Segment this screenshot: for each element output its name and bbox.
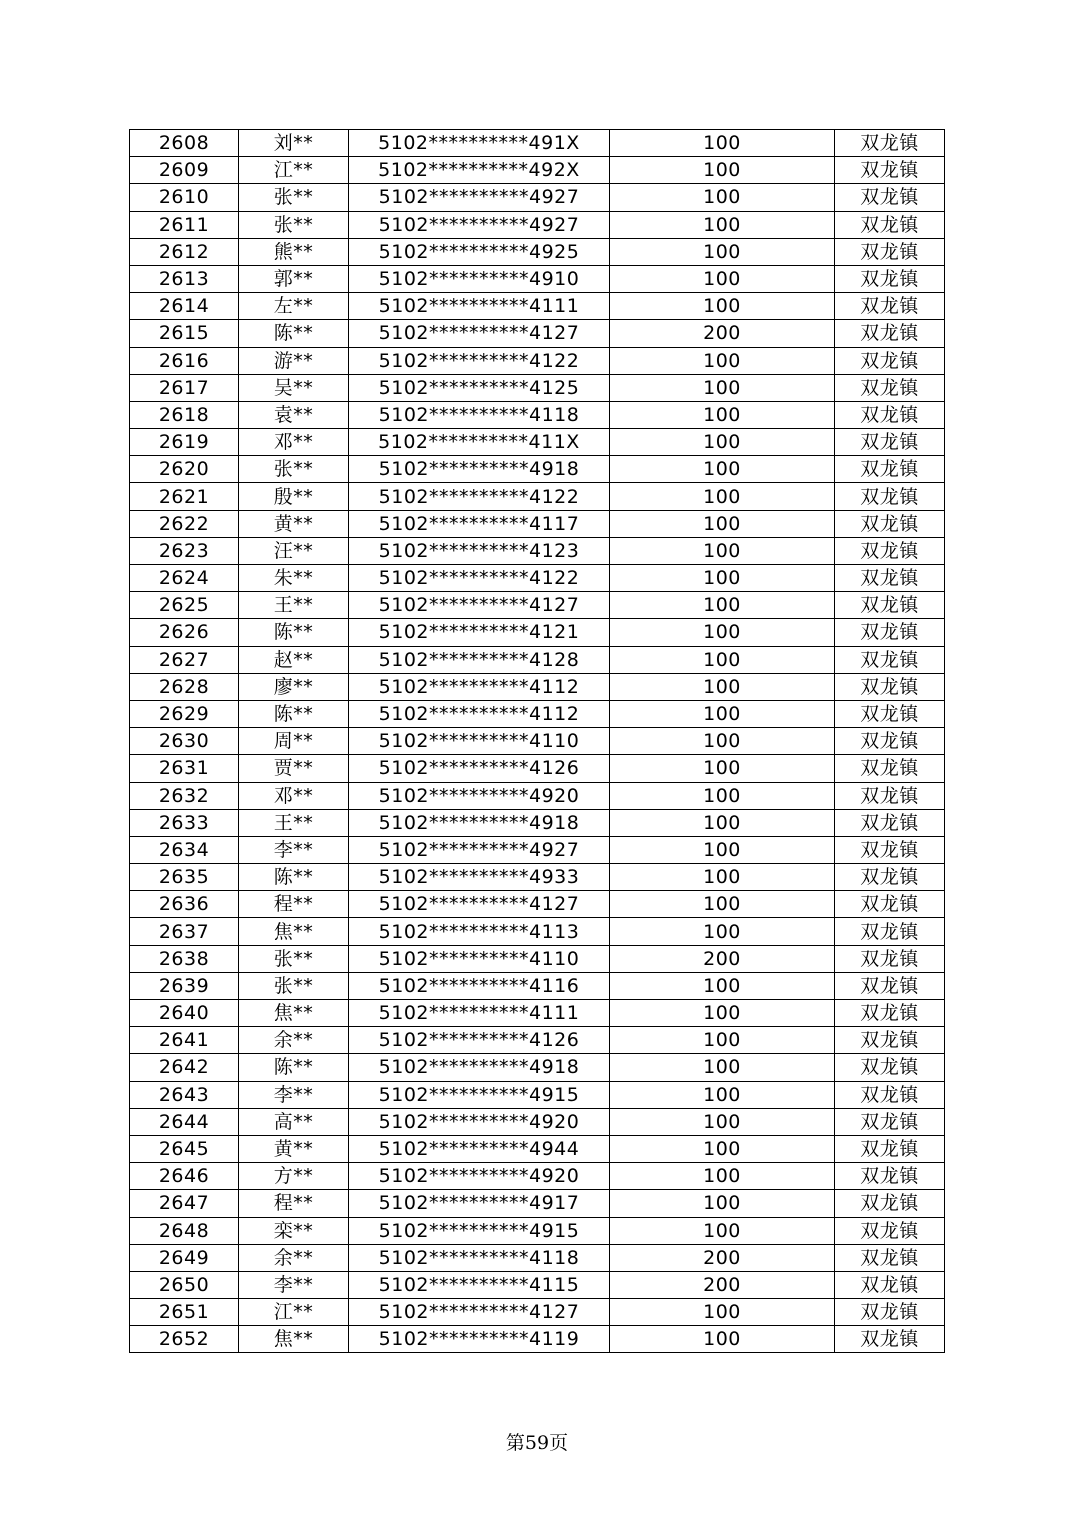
table-row: [130, 945, 945, 972]
id-number-cell: 5102**********4126: [349, 755, 610, 782]
table-row: [130, 456, 945, 483]
amount-cell: 100: [610, 238, 835, 265]
id-number-cell: 5102**********4925: [349, 238, 610, 265]
row-number-cell: 2608: [130, 130, 239, 157]
row-number-cell: 2611: [130, 211, 239, 238]
amount-cell: 100: [610, 293, 835, 320]
town-cell: 双龙镇: [835, 700, 945, 727]
row-number-cell: 2645: [130, 1135, 239, 1162]
amount-cell: 200: [610, 1271, 835, 1298]
name-cell: 张**: [239, 211, 349, 238]
town-cell: 双龙镇: [835, 265, 945, 292]
name-cell: 张**: [239, 184, 349, 211]
row-number-cell: 2626: [130, 619, 239, 646]
id-number-cell: 5102**********4113: [349, 918, 610, 945]
id-number-cell: 5102**********4117: [349, 510, 610, 537]
row-number-cell: 2634: [130, 836, 239, 863]
id-number-cell: 5102**********4917: [349, 1190, 610, 1217]
town-cell: 双龙镇: [835, 211, 945, 238]
amount-cell: 100: [610, 891, 835, 918]
town-cell: 双龙镇: [835, 1054, 945, 1081]
row-number-cell: 2642: [130, 1054, 239, 1081]
name-cell: 刘**: [239, 130, 349, 157]
name-cell: 江**: [239, 157, 349, 184]
id-number-cell: 5102**********4125: [349, 374, 610, 401]
table-row: [130, 1108, 945, 1135]
name-cell: 左**: [239, 293, 349, 320]
town-cell: 双龙镇: [835, 1190, 945, 1217]
table-row: [130, 265, 945, 292]
row-number-cell: 2646: [130, 1163, 239, 1190]
table-row: [130, 673, 945, 700]
amount-cell: 100: [610, 1081, 835, 1108]
name-cell: 袁**: [239, 401, 349, 428]
amount-cell: 100: [610, 211, 835, 238]
row-number-cell: 2637: [130, 918, 239, 945]
name-cell: 李**: [239, 1081, 349, 1108]
amount-cell: 100: [610, 537, 835, 564]
name-cell: 王**: [239, 809, 349, 836]
amount-cell: 100: [610, 130, 835, 157]
row-number-cell: 2647: [130, 1190, 239, 1217]
table-row: [130, 211, 945, 238]
row-number-cell: 2651: [130, 1299, 239, 1326]
row-number-cell: 2609: [130, 157, 239, 184]
id-number-cell: 5102**********4918: [349, 1054, 610, 1081]
town-cell: 双龙镇: [835, 592, 945, 619]
table-row: [130, 646, 945, 673]
name-cell: 郭**: [239, 265, 349, 292]
table-row: [130, 782, 945, 809]
town-cell: 双龙镇: [835, 646, 945, 673]
id-number-cell: 5102**********4110: [349, 945, 610, 972]
amount-cell: 100: [610, 157, 835, 184]
id-number-cell: 5102**********4920: [349, 782, 610, 809]
row-number-cell: 2652: [130, 1326, 239, 1353]
row-number-cell: 2627: [130, 646, 239, 673]
name-cell: 余**: [239, 1027, 349, 1054]
amount-cell: 100: [610, 1163, 835, 1190]
amount-cell: 100: [610, 592, 835, 619]
id-number-cell: 5102**********4118: [349, 1244, 610, 1271]
row-number-cell: 2649: [130, 1244, 239, 1271]
amount-cell: 100: [610, 1299, 835, 1326]
id-number-cell: 5102**********4110: [349, 728, 610, 755]
name-cell: 陈**: [239, 864, 349, 891]
row-number-cell: 2621: [130, 483, 239, 510]
name-cell: 程**: [239, 891, 349, 918]
table-row: [130, 184, 945, 211]
id-number-cell: 5102**********4915: [349, 1217, 610, 1244]
id-number-cell: 5102**********411X: [349, 429, 610, 456]
id-number-cell: 5102**********4915: [349, 1081, 610, 1108]
name-cell: 陈**: [239, 619, 349, 646]
roster-table: [129, 129, 945, 1353]
amount-cell: 100: [610, 401, 835, 428]
amount-cell: 100: [610, 456, 835, 483]
name-cell: 黄**: [239, 510, 349, 537]
id-number-cell: 5102**********4122: [349, 347, 610, 374]
town-cell: 双龙镇: [835, 293, 945, 320]
table-row: [130, 1054, 945, 1081]
town-cell: 双龙镇: [835, 1000, 945, 1027]
amount-cell: 100: [610, 864, 835, 891]
id-number-cell: 5102**********4933: [349, 864, 610, 891]
row-number-cell: 2619: [130, 429, 239, 456]
town-cell: 双龙镇: [835, 374, 945, 401]
id-number-cell: 5102**********4122: [349, 483, 610, 510]
table-row: [130, 918, 945, 945]
row-number-cell: 2640: [130, 1000, 239, 1027]
table-row: [130, 728, 945, 755]
table-row: [130, 1081, 945, 1108]
table-row: [130, 157, 945, 184]
id-number-cell: 5102**********491X: [349, 130, 610, 157]
row-number-cell: 2636: [130, 891, 239, 918]
row-number-cell: 2643: [130, 1081, 239, 1108]
row-number-cell: 2639: [130, 972, 239, 999]
row-number-cell: 2650: [130, 1271, 239, 1298]
table-row: [130, 1190, 945, 1217]
table-row: [130, 537, 945, 564]
amount-cell: 100: [610, 809, 835, 836]
amount-cell: 100: [610, 483, 835, 510]
amount-cell: 100: [610, 646, 835, 673]
town-cell: 双龙镇: [835, 619, 945, 646]
id-number-cell: 5102**********4920: [349, 1163, 610, 1190]
amount-cell: 100: [610, 836, 835, 863]
table-row: [130, 130, 945, 157]
name-cell: 栾**: [239, 1217, 349, 1244]
amount-cell: 100: [610, 510, 835, 537]
town-cell: 双龙镇: [835, 130, 945, 157]
table-row: [130, 592, 945, 619]
table-row: [130, 238, 945, 265]
name-cell: 廖**: [239, 673, 349, 700]
amount-cell: 100: [610, 347, 835, 374]
town-cell: 双龙镇: [835, 782, 945, 809]
town-cell: 双龙镇: [835, 401, 945, 428]
id-number-cell: 5102**********4111: [349, 1000, 610, 1027]
name-cell: 陈**: [239, 320, 349, 347]
amount-cell: 100: [610, 1135, 835, 1162]
name-cell: 张**: [239, 972, 349, 999]
table-row: [130, 864, 945, 891]
id-number-cell: 5102**********4115: [349, 1271, 610, 1298]
id-number-cell: 5102**********4111: [349, 293, 610, 320]
town-cell: 双龙镇: [835, 673, 945, 700]
name-cell: 程**: [239, 1190, 349, 1217]
id-number-cell: 5102**********4123: [349, 537, 610, 564]
town-cell: 双龙镇: [835, 836, 945, 863]
name-cell: 周**: [239, 728, 349, 755]
town-cell: 双龙镇: [835, 1135, 945, 1162]
town-cell: 双龙镇: [835, 238, 945, 265]
town-cell: 双龙镇: [835, 1326, 945, 1353]
name-cell: 方**: [239, 1163, 349, 1190]
table-row: [130, 429, 945, 456]
table-row: [130, 1163, 945, 1190]
table-row: [130, 1326, 945, 1353]
name-cell: 熊**: [239, 238, 349, 265]
row-number-cell: 2628: [130, 673, 239, 700]
row-number-cell: 2633: [130, 809, 239, 836]
row-number-cell: 2618: [130, 401, 239, 428]
name-cell: 贾**: [239, 755, 349, 782]
amount-cell: 100: [610, 265, 835, 292]
amount-cell: 200: [610, 320, 835, 347]
amount-cell: 100: [610, 1000, 835, 1027]
town-cell: 双龙镇: [835, 891, 945, 918]
id-number-cell: 5102**********4127: [349, 320, 610, 347]
amount-cell: 100: [610, 1027, 835, 1054]
table-row: [130, 700, 945, 727]
row-number-cell: 2638: [130, 945, 239, 972]
name-cell: 张**: [239, 456, 349, 483]
amount-cell: 200: [610, 1244, 835, 1271]
id-number-cell: 5102**********4944: [349, 1135, 610, 1162]
town-cell: 双龙镇: [835, 1163, 945, 1190]
id-number-cell: 5102**********4910: [349, 265, 610, 292]
name-cell: 陈**: [239, 1054, 349, 1081]
id-number-cell: 5102**********4122: [349, 565, 610, 592]
row-number-cell: 2620: [130, 456, 239, 483]
name-cell: 王**: [239, 592, 349, 619]
id-number-cell: 5102**********4116: [349, 972, 610, 999]
town-cell: 双龙镇: [835, 1081, 945, 1108]
name-cell: 朱**: [239, 565, 349, 592]
id-number-cell: 5102**********4927: [349, 184, 610, 211]
table-row: [130, 755, 945, 782]
row-number-cell: 2644: [130, 1108, 239, 1135]
amount-cell: 100: [610, 619, 835, 646]
town-cell: 双龙镇: [835, 1271, 945, 1298]
amount-cell: 100: [610, 565, 835, 592]
amount-cell: 100: [610, 673, 835, 700]
id-number-cell: 5102**********4118: [349, 401, 610, 428]
id-number-cell: 5102**********4127: [349, 1299, 610, 1326]
town-cell: 双龙镇: [835, 347, 945, 374]
table-row: [130, 483, 945, 510]
table-row: [130, 347, 945, 374]
table-row: [130, 510, 945, 537]
name-cell: 邓**: [239, 782, 349, 809]
amount-cell: 200: [610, 945, 835, 972]
amount-cell: 100: [610, 184, 835, 211]
town-cell: 双龙镇: [835, 864, 945, 891]
table-row: [130, 972, 945, 999]
town-cell: 双龙镇: [835, 429, 945, 456]
row-number-cell: 2630: [130, 728, 239, 755]
id-number-cell: 5102**********4128: [349, 646, 610, 673]
town-cell: 双龙镇: [835, 918, 945, 945]
row-number-cell: 2641: [130, 1027, 239, 1054]
table-row: [130, 1244, 945, 1271]
table-row: [130, 374, 945, 401]
id-number-cell: 5102**********4918: [349, 809, 610, 836]
name-cell: 游**: [239, 347, 349, 374]
name-cell: 江**: [239, 1299, 349, 1326]
amount-cell: 100: [610, 972, 835, 999]
name-cell: 汪**: [239, 537, 349, 564]
row-number-cell: 2631: [130, 755, 239, 782]
row-number-cell: 2632: [130, 782, 239, 809]
town-cell: 双龙镇: [835, 483, 945, 510]
town-cell: 双龙镇: [835, 184, 945, 211]
id-number-cell: 5102**********492X: [349, 157, 610, 184]
name-cell: 吴**: [239, 374, 349, 401]
amount-cell: 100: [610, 700, 835, 727]
row-number-cell: 2612: [130, 238, 239, 265]
amount-cell: 100: [610, 1054, 835, 1081]
row-number-cell: 2613: [130, 265, 239, 292]
amount-cell: 100: [610, 782, 835, 809]
id-number-cell: 5102**********4126: [349, 1027, 610, 1054]
amount-cell: 100: [610, 429, 835, 456]
id-number-cell: 5102**********4927: [349, 836, 610, 863]
id-number-cell: 5102**********4119: [349, 1326, 610, 1353]
row-number-cell: 2622: [130, 510, 239, 537]
town-cell: 双龙镇: [835, 1027, 945, 1054]
table-row: [130, 836, 945, 863]
name-cell: 李**: [239, 836, 349, 863]
name-cell: 邓**: [239, 429, 349, 456]
amount-cell: 100: [610, 1326, 835, 1353]
id-number-cell: 5102**********4112: [349, 700, 610, 727]
amount-cell: 100: [610, 374, 835, 401]
id-number-cell: 5102**********4112: [349, 673, 610, 700]
name-cell: 余**: [239, 1244, 349, 1271]
name-cell: 焦**: [239, 1000, 349, 1027]
roster-table-body: [130, 130, 945, 1353]
id-number-cell: 5102**********4127: [349, 592, 610, 619]
amount-cell: 100: [610, 1108, 835, 1135]
id-number-cell: 5102**********4121: [349, 619, 610, 646]
row-number-cell: 2629: [130, 700, 239, 727]
id-number-cell: 5102**********4927: [349, 211, 610, 238]
table-row: [130, 1217, 945, 1244]
row-number-cell: 2617: [130, 374, 239, 401]
table-row: [130, 320, 945, 347]
table-row: [130, 293, 945, 320]
name-cell: 焦**: [239, 1326, 349, 1353]
amount-cell: 100: [610, 1217, 835, 1244]
table-row: [130, 401, 945, 428]
amount-cell: 100: [610, 755, 835, 782]
town-cell: 双龙镇: [835, 456, 945, 483]
name-cell: 李**: [239, 1271, 349, 1298]
row-number-cell: 2625: [130, 592, 239, 619]
table-row: [130, 619, 945, 646]
town-cell: 双龙镇: [835, 945, 945, 972]
town-cell: 双龙镇: [835, 537, 945, 564]
page-number: 第59页: [505, 1432, 569, 1454]
name-cell: 赵**: [239, 646, 349, 673]
table-row: [130, 1000, 945, 1027]
table-row: [130, 1135, 945, 1162]
row-number-cell: 2648: [130, 1217, 239, 1244]
town-cell: 双龙镇: [835, 1299, 945, 1326]
row-number-cell: 2635: [130, 864, 239, 891]
town-cell: 双龙镇: [835, 565, 945, 592]
id-number-cell: 5102**********4127: [349, 891, 610, 918]
row-number-cell: 2615: [130, 320, 239, 347]
row-number-cell: 2616: [130, 347, 239, 374]
row-number-cell: 2623: [130, 537, 239, 564]
name-cell: 高**: [239, 1108, 349, 1135]
id-number-cell: 5102**********4920: [349, 1108, 610, 1135]
row-number-cell: 2610: [130, 184, 239, 211]
town-cell: 双龙镇: [835, 320, 945, 347]
town-cell: 双龙镇: [835, 157, 945, 184]
amount-cell: 100: [610, 728, 835, 755]
town-cell: 双龙镇: [835, 1244, 945, 1271]
table-row: [130, 1299, 945, 1326]
town-cell: 双龙镇: [835, 510, 945, 537]
town-cell: 双龙镇: [835, 1217, 945, 1244]
town-cell: 双龙镇: [835, 972, 945, 999]
name-cell: 张**: [239, 945, 349, 972]
amount-cell: 100: [610, 918, 835, 945]
town-cell: 双龙镇: [835, 728, 945, 755]
town-cell: 双龙镇: [835, 809, 945, 836]
table-row: [130, 1271, 945, 1298]
town-cell: 双龙镇: [835, 1108, 945, 1135]
name-cell: 黄**: [239, 1135, 349, 1162]
amount-cell: 100: [610, 1190, 835, 1217]
table-row: [130, 891, 945, 918]
name-cell: 焦**: [239, 918, 349, 945]
name-cell: 陈**: [239, 700, 349, 727]
table-row: [130, 809, 945, 836]
row-number-cell: 2624: [130, 565, 239, 592]
table-row: [130, 565, 945, 592]
table-row: [130, 1027, 945, 1054]
id-number-cell: 5102**********4918: [349, 456, 610, 483]
town-cell: 双龙镇: [835, 755, 945, 782]
name-cell: 殷**: [239, 483, 349, 510]
row-number-cell: 2614: [130, 293, 239, 320]
